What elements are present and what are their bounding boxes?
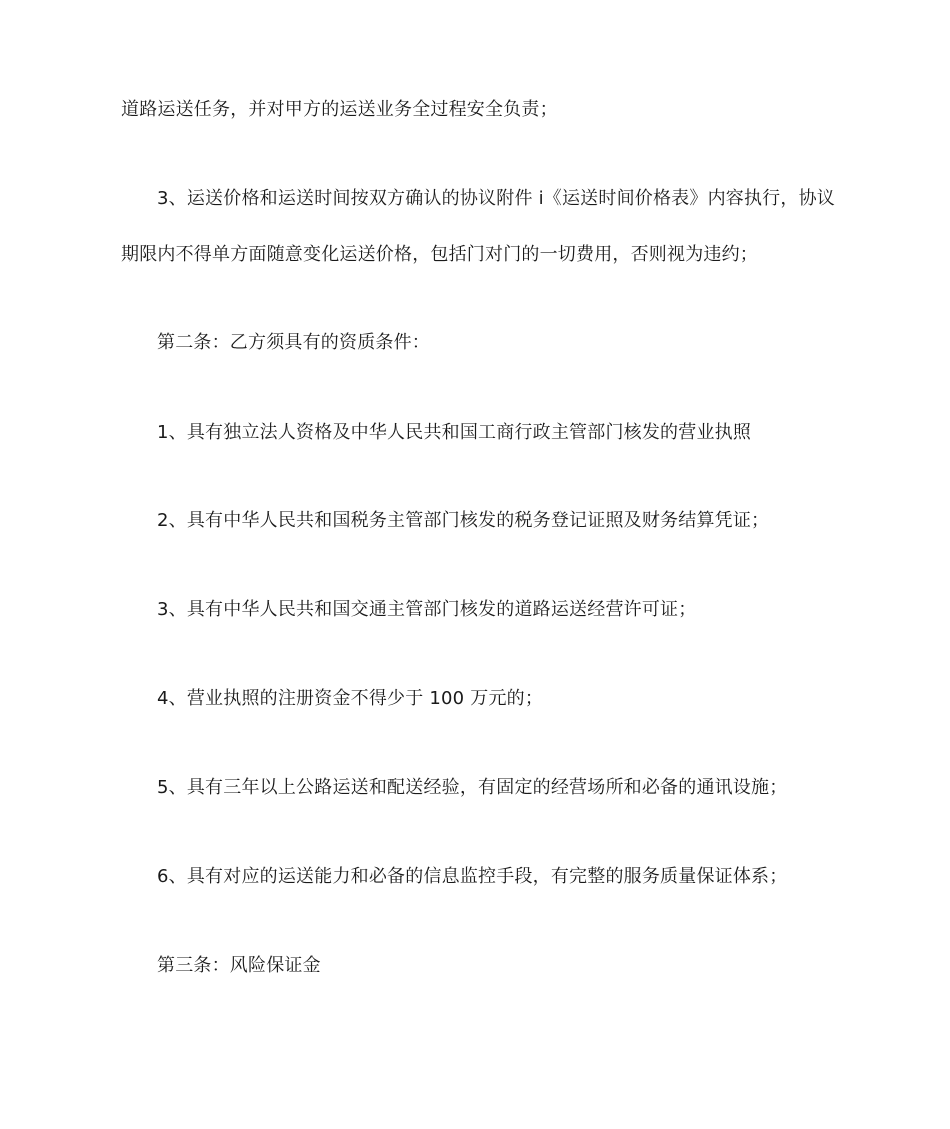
qualification-item-4: 4、营业执照的注册资金不得少于 100 万元的； <box>157 688 544 709</box>
article-2-heading: 第二条：乙方须具有的资质条件： <box>157 332 430 353</box>
paragraph-line: 期限内不得单方面随意变化运送价格，包括门对门的一切费用，否则视为违约； <box>121 244 758 265</box>
paragraph-line: 道路运送任务，并对甲方的运送业务全过程安全负责； <box>121 99 558 120</box>
qualification-item-2: 2、具有中华人民共和国税务主管部门核发的税务登记证照及财务结算凭证； <box>157 510 770 531</box>
clause-3-price-line: 3、运送价格和运送时间按双方确认的协议附件 i《运送时间价格表》内容执行，协议 <box>157 188 835 209</box>
qualification-item-3: 3、具有中华人民共和国交通主管部门核发的道路运送经营许可证； <box>157 599 697 620</box>
article-3-heading: 第三条：风险保证金 <box>157 955 321 976</box>
qualification-item-6: 6、具有对应的运送能力和必备的信息监控手段，有完整的服务质量保证体系； <box>157 866 788 887</box>
qualification-item-5: 5、具有三年以上公路运送和配送经验，有固定的经营场所和必备的通讯设施； <box>157 777 788 798</box>
qualification-item-1: 1、具有独立法人资格及中华人民共和国工商行政主管部门核发的营业执照 <box>157 422 752 443</box>
